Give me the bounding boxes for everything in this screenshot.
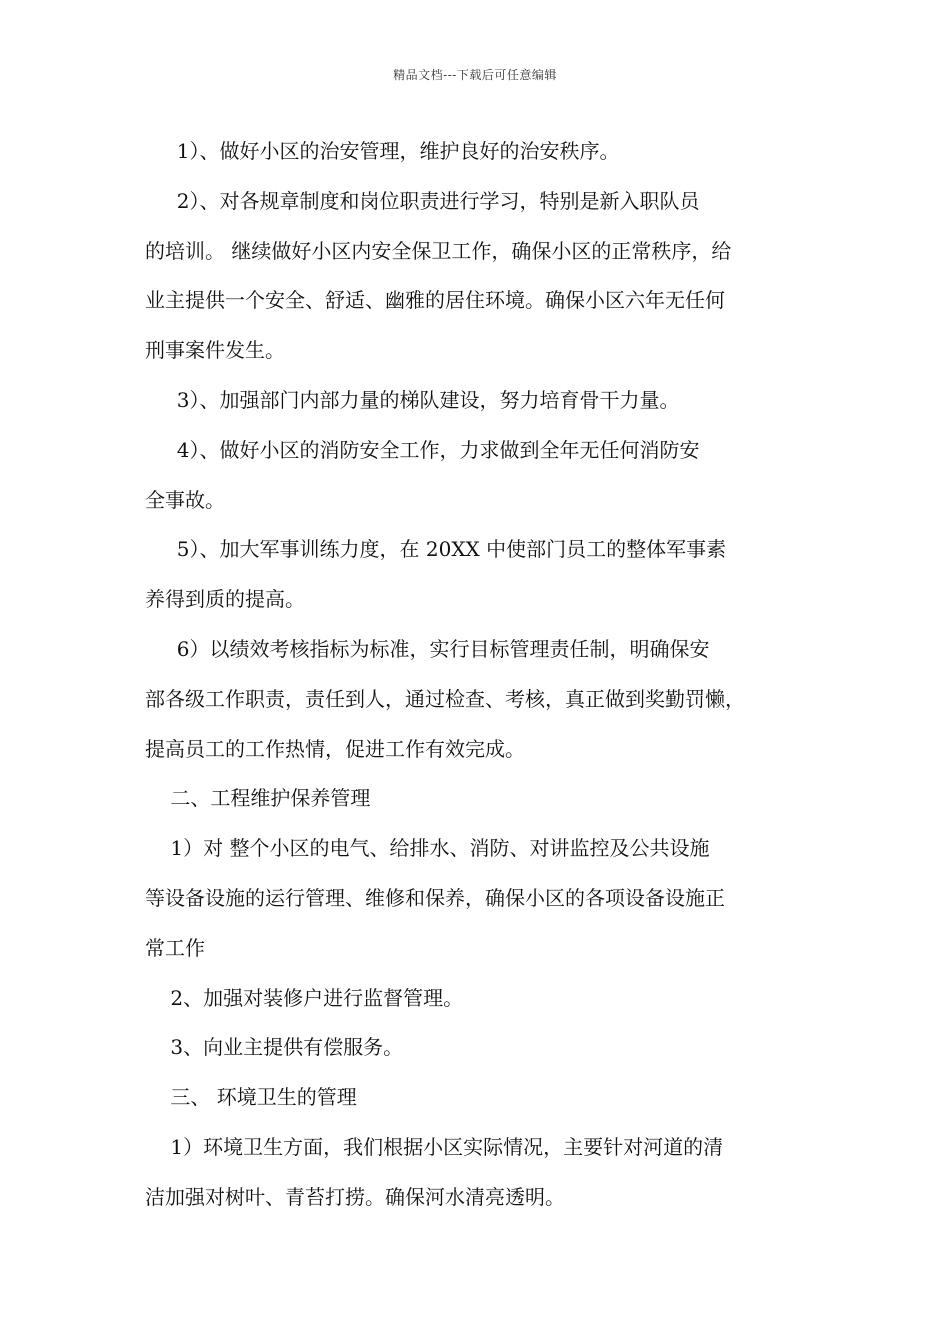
text-line: 的培训。 继续做好小区内安全保卫工作，确保小区的正常秩序，给 (145, 238, 732, 263)
text-line: 洁加强对树叶、青苔打捞。确保河水清亮透明。 (145, 1184, 565, 1209)
text-line: 提高员工的工作热情，促进工作有效完成。 (145, 736, 525, 761)
text-line: 1）、做好小区的治安管理，维护良好的治安秩序。 (145, 139, 620, 163)
text-line: 3）、加强部门内部力量的梯队建设，努力培育骨干力量。 (145, 387, 680, 412)
text-line: 部各级工作职责，责任到人，通过检查、考核，真正做到奖勤罚懒， (145, 686, 745, 711)
section-heading: 二、工程维护保养管理 (145, 786, 371, 811)
text-line: 6）以绩效考核指标为标准，实行目标管理责任制，明确保安 (145, 636, 710, 661)
text-line: 养得到质的提高。 (145, 587, 305, 612)
text-line: 4）、做好小区的消防安全工作，力求做到全年无任何消防安 (145, 437, 700, 462)
text-line: 常工作 (145, 935, 205, 960)
page-header: 精品文档---下载后可任意编辑 (393, 68, 557, 82)
section-heading: 三、 环境卫生的管理 (145, 1085, 357, 1110)
text-line: 1）对 整个小区的电气、给排水、消防、对讲监控及公共设施 (145, 836, 710, 861)
text-line: 业主提供一个安全、舒适、幽雅的居住环境。确保小区六年无任何 (145, 288, 725, 313)
text-line: 3、向业主提供有偿服务。 (145, 1035, 404, 1060)
text-line: 全事故。 (145, 487, 225, 512)
text-line: 等设备设施的运行管理、维修和保养，确保小区的各项设备设施正 (145, 885, 725, 910)
text-line: 1）环境卫生方面，我们根据小区实际情况，主要针对河道的清 (145, 1134, 724, 1159)
text-line: 2、加强对装修户进行监督管理。 (145, 985, 464, 1010)
text-line: 刑事案件发生。 (145, 338, 285, 363)
document-body (145, 127, 817, 1223)
text-line: 2）、对各规章制度和岗位职责进行学习，特别是新入职队员 (145, 188, 700, 213)
text-line: 5）、加大军事训练力度，在 20XX 中使部门员工的整体军事素 (145, 537, 727, 562)
